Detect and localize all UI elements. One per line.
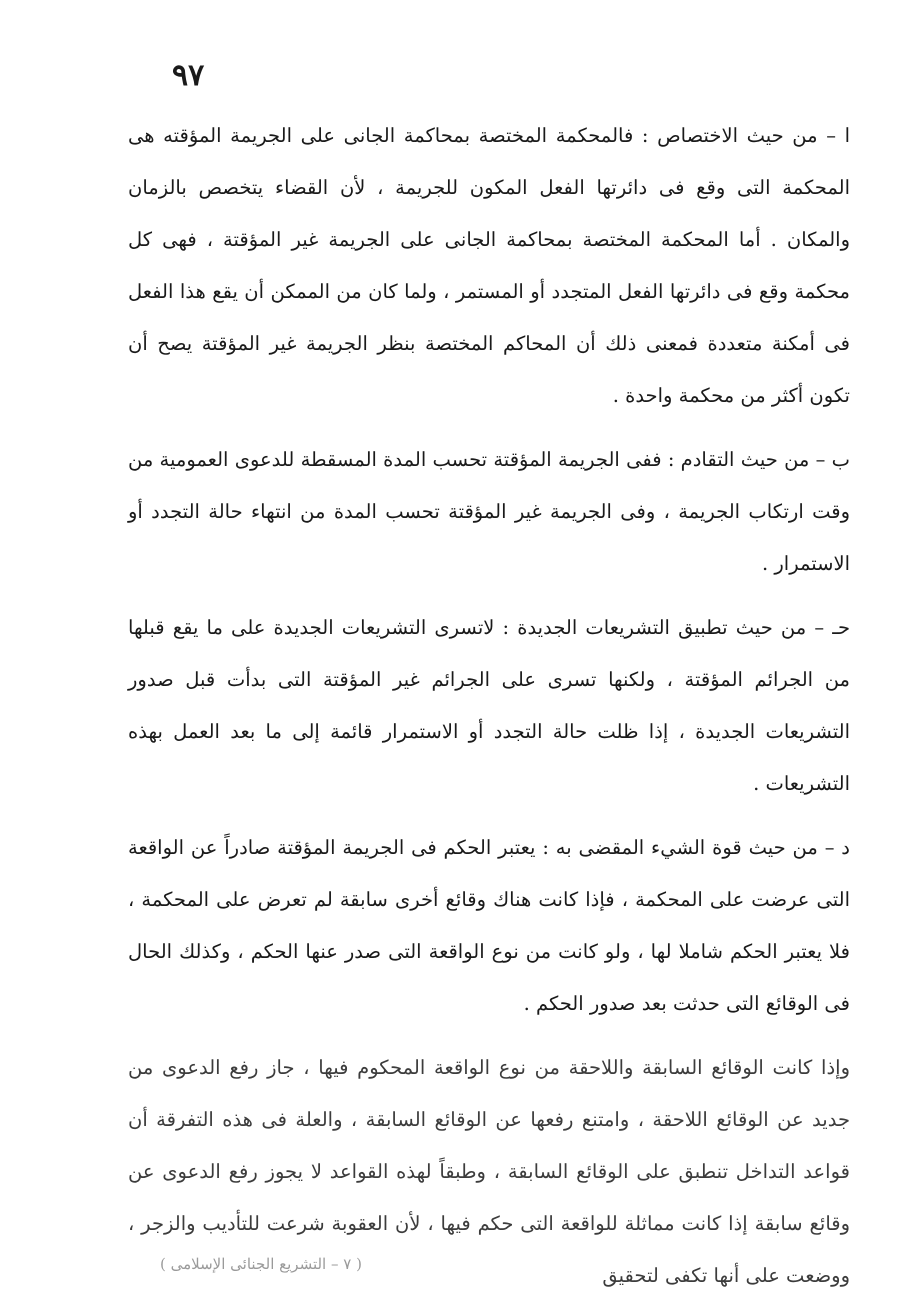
paragraph-new-legislation: حـ – من حيث تطبيق التشريعات الجديدة : لاتسرى التشريعات الجديدة على ما يقع قبلها من الجرائم المؤقتة ، ولكنها تسرى على الجرائم غير المؤقتة التى بدأت قبل صدور التشريعات الجديدة ، إذا ظلت حالة التجدد أو الاستمرار قائمة إلى ما بعد العمل بهذه التشريعات . xyxy=(128,616,850,795)
paragraph-prior-subsequent-facts: وإذا كانت الوقائع السابقة واللاحقة من نوع الواقعة المحكوم فيها ، جاز رفع الدعوى من جديد عن الوقائع اللاحقة ، وامتنع رفعها عن الوقائع السابقة ، والعلة فى هذه التفرقة أن قواعد التداخل تنطبق على الوقائع السابقة ، وطبقاً لهذه القواعد لا يجوز رفع الدعوى عن وقائع سابقة إذا كانت مماثلة للواقعة التى حكم فيها ، لأن العقوبة شرعت للتأديب والزجر ، ووضعت على أنها تكفى لتحقيق xyxy=(128,1056,850,1287)
paragraph-jurisdiction: ا – من حيث الاختصاص : فالمحكمة المختصة بمحاكمة الجانى على الجريمة المؤقته هى المحكمة التى وقع فى دائرتها الفعل المكون للجريمة ، لأن القضاء يتخصص بالزمان والمكان . أما المحكمة المختصة بمحاكمة الجانى على الجريمة غير المؤقتة ، فهى كل محكمة وقع فى دائرتها الفعل المتجدد أو المستمر ، ولما كان من الممكن أن يقع هذا الفعل فى أمكنة متعددة فمعنى ذلك أن المحاكم المختصة بنظر الجريمة غير المؤقتة يصح أن تكون أكثر من محكمة واحدة . xyxy=(128,124,850,407)
paragraph-res-judicata: د – من حيث قوة الشيء المقضى به : يعتبر الحكم فى الجريمة المؤقتة صادراً عن الواقعة التى عرضت على المحكمة ، فإذا كانت هناك وقائع أخرى سابقة لم تعرض على المحكمة ، فلا يعتبر الحكم شاملا لها ، ولو كانت من نوع الواقعة التى صدر عنها الحكم ، وكذلك الحال فى الوقائع التى حدثت بعد صدور الحكم . xyxy=(128,836,850,1015)
body-text xyxy=(128,110,850,1302)
page-number: ٩٧ xyxy=(172,58,205,93)
footer-note: ( ٧ – التشريع الجنائى الإسلامى ) xyxy=(160,1255,362,1273)
paragraph-limitation: ب – من حيث التقادم : ففى الجريمة المؤقتة تحسب المدة المسقطة للدعوى العمومية من وقت ارتكاب الجريمة ، وفى الجريمة غير المؤقتة تحسب المدة من انتهاء حالة التجدد أو الاستمرار . xyxy=(128,448,850,575)
